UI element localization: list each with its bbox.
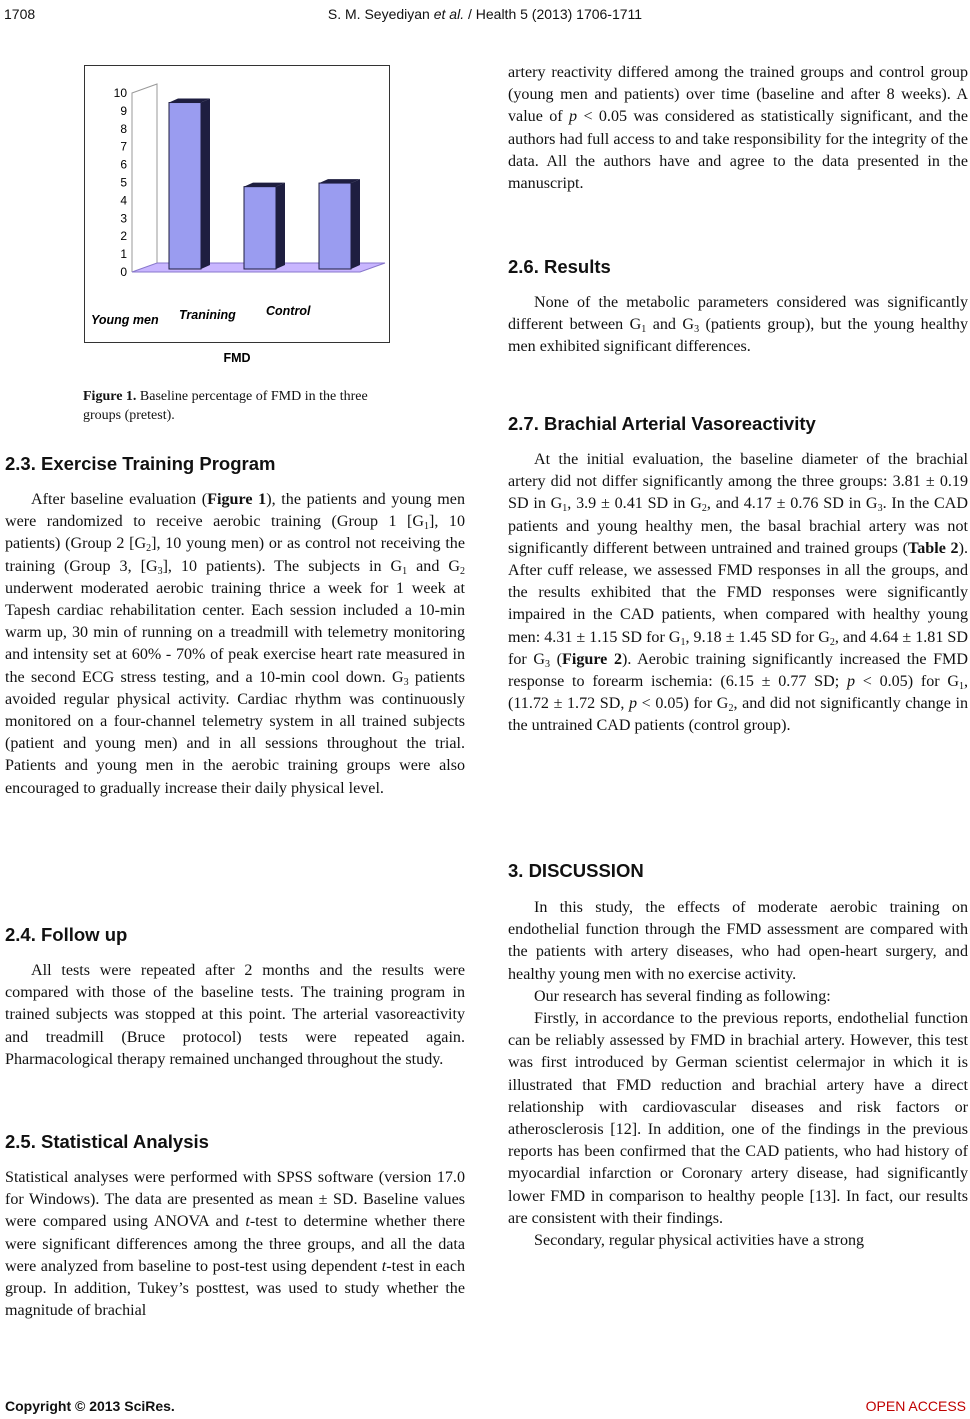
running-title-journal: / Health 5 (2013) 1706-1711 [464, 6, 643, 22]
section-2-4-body [5, 960, 465, 1071]
heading-2-4: 2.4. Follow up [5, 924, 128, 945]
paragraph: None of the metabolic parameters considered was significantly different between $G_1$ and $G_3$ (patients group), but the young healthy men exhibited significant differences. [508, 294, 968, 356]
figure-caption-label: Figure 1. [83, 389, 137, 404]
bar [244, 187, 276, 269]
figure-1 [84, 65, 390, 365]
right-continuation [508, 62, 968, 195]
bar [319, 183, 351, 269]
x-axis-title: FMD [223, 351, 251, 365]
copyright: Copyright © 2013 SciRes. [5, 1398, 175, 1414]
bar-side [276, 183, 285, 269]
category-label: Control [266, 304, 311, 318]
bar-chart [85, 66, 389, 366]
section-2-6-body [508, 292, 968, 359]
section-2-3-body [5, 489, 465, 800]
y-tick-label: 4 [120, 193, 127, 208]
y-tick-label: 1 [120, 247, 127, 262]
paragraph: Our research has several finding as following: [534, 987, 831, 1005]
bar [169, 103, 201, 269]
category-label: Tranining [179, 308, 236, 322]
paragraph: All tests were repeated after 2 months and the results were compared with those of the baseline tests. The training program in trained subjects was stopped at this point. The arterial vasoreactivity and treadmill (Bruce protocol) tests were repeated again. Pharmacological therapy remained unchanged throughout the study. [5, 962, 465, 1068]
y-tick-label: 7 [120, 139, 127, 154]
figure-caption [83, 387, 393, 425]
running-title-authors: S. M. Seyediyan [327, 6, 434, 22]
y-tick-label: 9 [120, 103, 127, 118]
y-tick-label: 3 [120, 211, 127, 226]
y-tick-label: 2 [120, 229, 127, 244]
heading-2-7: 2.7. Brachial Arterial Vasoreactivity [508, 413, 816, 434]
y-tick-label: 10 [113, 86, 127, 100]
bar-side [201, 99, 210, 269]
section-2-5-body [5, 1167, 465, 1322]
paragraph: In this study, the effects of moderate aerobic training on endothelial function through the FMD assessment are compared with the patients with artery diseases, who had open-heart surgery, and healthy young men with no exercise activity. [508, 899, 968, 983]
paragraph: Statistical analyses were performed with SPSS software (version 17.0 for Windows). The data are presented as mean ± SD. Baseline values were compared using ANOVA and t-test to determine whether there were significant differences among the three groups, and all the data were analyzed from baseline to post-test using dependent t-test in each group. In addition, Tukey’s posttest, was used to study whether the magnitude of brachial [5, 1169, 466, 1320]
category-label: Young men [91, 313, 159, 327]
section-2-7-body [508, 449, 968, 738]
section-3-body [508, 897, 968, 1252]
y-tick-label: 6 [120, 157, 127, 172]
heading-3: 3. DISCUSSION [508, 860, 644, 881]
paragraph: Firstly, in accordance to the previous reports, endothelial function can be reliably assessed by FMD in brachial artery. However, this test was first introduced by German scientist celermajor in which it is illustrated that FMD reduction and brachial artery have a direct relationship with cardiovascular diseases and risk factors or atherosclerosis [12]. In addition, one of the findings in the previous reports has been confirmed that the CAD patients, who had history of myocardial infarction or Coronary artery disease, had significantly lower FMD in comparison to healthy people [13]. In fact, our results are consistent with their findings. [508, 1010, 968, 1227]
heading-2-6: 2.6. Results [508, 256, 611, 277]
open-access-label: OPEN ACCESS [865, 1398, 966, 1414]
y-tick-label: 8 [120, 121, 127, 136]
figure-caption-text: Baseline percentage of FMD in the three groups (pretest). [83, 389, 368, 423]
plot-back-wall [132, 84, 157, 272]
running-title [0, 6, 970, 22]
heading-2-5: 2.5. Statistical Analysis [5, 1131, 209, 1152]
page-number: 1708 [4, 6, 36, 22]
paragraph: Secondary, regular physical activities have a strong [534, 1232, 865, 1250]
y-tick-label: 0 [120, 265, 127, 279]
bar-side [351, 179, 360, 269]
heading-2-3: 2.3. Exercise Training Program [5, 453, 276, 474]
paragraph: artery reactivity differed among the trained groups and control group (young men and patients) over time (baseline and after 8 weeks). A value of p < 0.05 was considered as statistically significant, and the authors had full access to and take responsibility for the integrity of the data. All the authors have and agree to the data presented in the manuscript. [508, 64, 968, 193]
y-tick-label: 5 [120, 175, 127, 190]
paragraph: At the initial evaluation, the baseline diameter of the brachial artery did not differ significantly among the three groups: 3.81 ± 0.19 SD in $G_1$, 3.9 ± 0.41 SD in $G_2$, and 4.17 ± 0.76 SD in $G_3$. In the CAD patients and young healthy men, the basal brachial artery was not significantly different between untrained and trained groups (Table 2). After cuff release, we assessed FMD responses in all the groups, and the results exhibited that the FMD responses were significantly impaired in the CAD patients, when compared with healthy young men: 4.31 ± 1.15 SD for $G_1$, 9.18 ± 1.45 SD for $G_2$, and 4.64 ± 1.81 SD for $G_3$ (Figure 2). Aerobic training significantly increased the FMD response to forearm ischemia: (6.15 ± 0.77 SD; p < 0.05) for $G_1$, (11.72 ± 1.72 SD, p < 0.05) for $G_2$, and did not significantly change in the untrained CAD patients (control group). [508, 451, 968, 735]
paragraph: After baseline evaluation (Figure 1), the patients and young men were randomized to receive aerobic training (Group 1 $[G_1]$, 10 patients) (Group 2 $[G_2]$, 10 young men) or as control not receiving the training (Group 3, $[G_3]$, 10 patients). The subjects in $G_1$ and $G_2$ underwent moderated aerobic training thrice a week for 1 week at Tapesh cardiac rehabilitation center. Each session included a 10-min warm up, 30 min of running on a treadmill with telemetry monitoring and intensity set at 60% - 70% of peak exercise heart rate measured in the second ECG stress testing, and a 10-min cool down. $G_3$ patients avoided regular physical activity. Cardiac rhythm was continuously monitored on a four-channel telemetry system in all trained subjects (patient and young men) and in all sessions throughout the trial. Patients and young men in the aerobic training groups were also encouraged to gradually increase their daily physical level. [5, 491, 466, 797]
running-title-etal: et al. [433, 6, 465, 22]
